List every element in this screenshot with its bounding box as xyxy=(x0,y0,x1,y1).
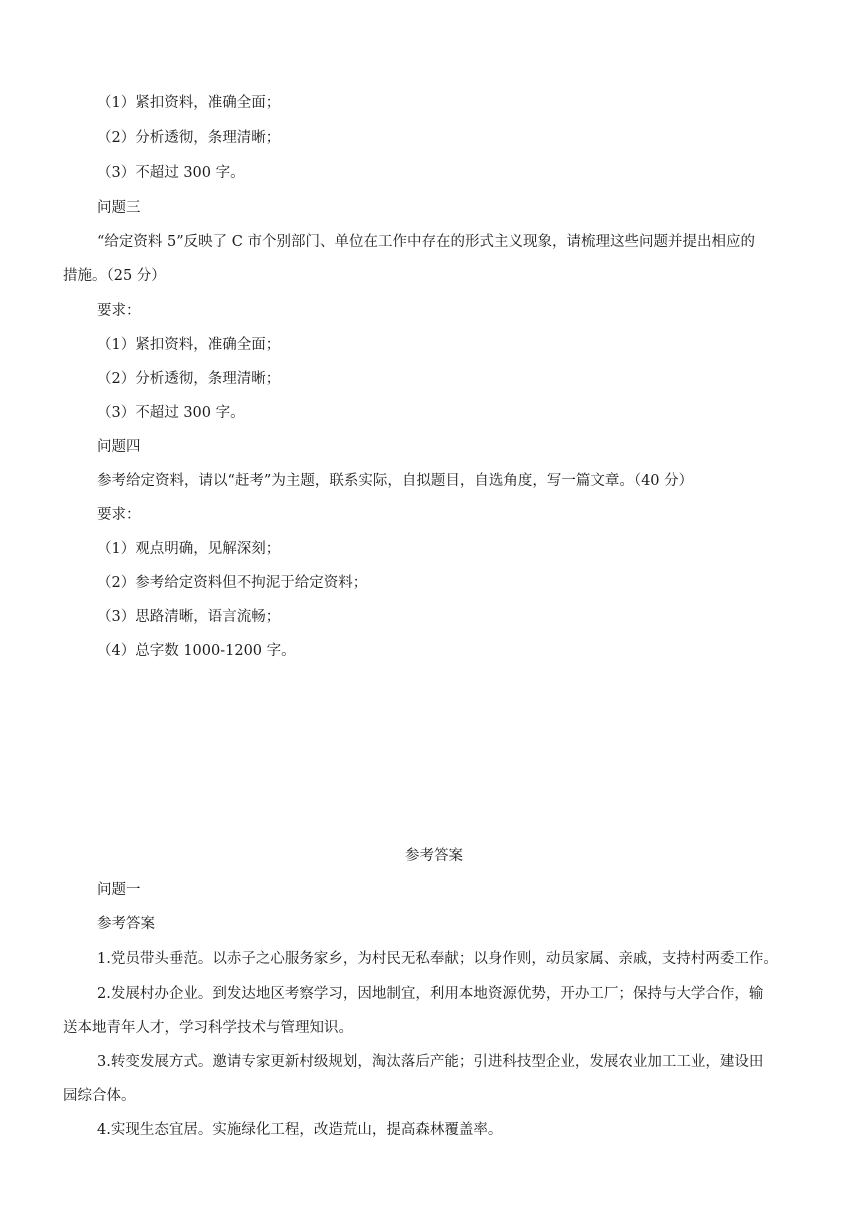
answer-item-2-line-1: 2.发展村办企业。到发达地区考察学习，因地制宜，利用本地资源优势，开办工厂；保持与大学合作，输 xyxy=(97,986,764,1002)
q1-answer-heading: 问题一 xyxy=(97,882,141,898)
q3-heading: 问题三 xyxy=(97,200,141,216)
answer-item-3-line-2: 园综合体。 xyxy=(63,1088,136,1104)
q4-requirement-4: （4）总字数 1000-1200 字。 xyxy=(97,643,296,659)
q4-requirements-label: 要求： xyxy=(97,507,141,523)
q3-requirement-2: （2）分析透彻，条理清晰； xyxy=(97,371,281,387)
answer-item-2-line-2: 送本地青年人才，学习科学技术与管理知识。 xyxy=(63,1020,353,1036)
answers-section-title: 参考答案 xyxy=(405,848,463,864)
q4-requirement-3: （3）思路清晰，语言流畅； xyxy=(97,609,281,625)
answer-item-4: 4.实现生态宜居。实施绿化工程，改造荒山，提高森林覆盖率。 xyxy=(97,1122,503,1138)
answer-item-1: 1.党员带头垂范。以赤子之心服务家乡，为村民无私奉献；以身作则，动员家属、亲戚，支持村两委工作。 xyxy=(97,951,778,967)
q4-requirement-1: （1）观点明确，见解深刻； xyxy=(97,541,281,557)
q3-prompt-line-2: 措施。（25 分） xyxy=(63,268,166,284)
q1-answer-subheading: 参考答案 xyxy=(97,916,155,932)
q4-heading: 问题四 xyxy=(97,439,141,455)
q3-requirement-1: （1）紧扣资料，准确全面； xyxy=(97,337,281,353)
q4-requirement-2: （2）参考给定资料但不拘泥于给定资料； xyxy=(97,575,368,591)
q3-prompt-line-1: “给定资料 5”反映了 C 市个别部门、单位在工作中存在的形式主义现象，请梳理这些问题并提出相应的 xyxy=(97,234,755,250)
q2-requirement-2: （2）分析透彻，条理清晰； xyxy=(97,130,281,146)
q2-requirement-3: （3）不超过 300 字。 xyxy=(97,165,245,181)
q3-requirement-3: （3）不超过 300 字。 xyxy=(97,405,245,421)
q4-prompt: 参考给定资料，请以“赶考”为主题，联系实际，自拟题目，自选角度，写一篇文章。（40 分） xyxy=(97,473,694,489)
q2-requirement-1: （1）紧扣资料，准确全面； xyxy=(97,95,281,111)
q3-requirements-label: 要求： xyxy=(97,303,141,319)
answer-item-3-line-1: 3.转变发展方式。邀请专家更新村级规划，淘汰落后产能；引进科技型企业，发展农业加工工业，建设田 xyxy=(97,1054,764,1070)
